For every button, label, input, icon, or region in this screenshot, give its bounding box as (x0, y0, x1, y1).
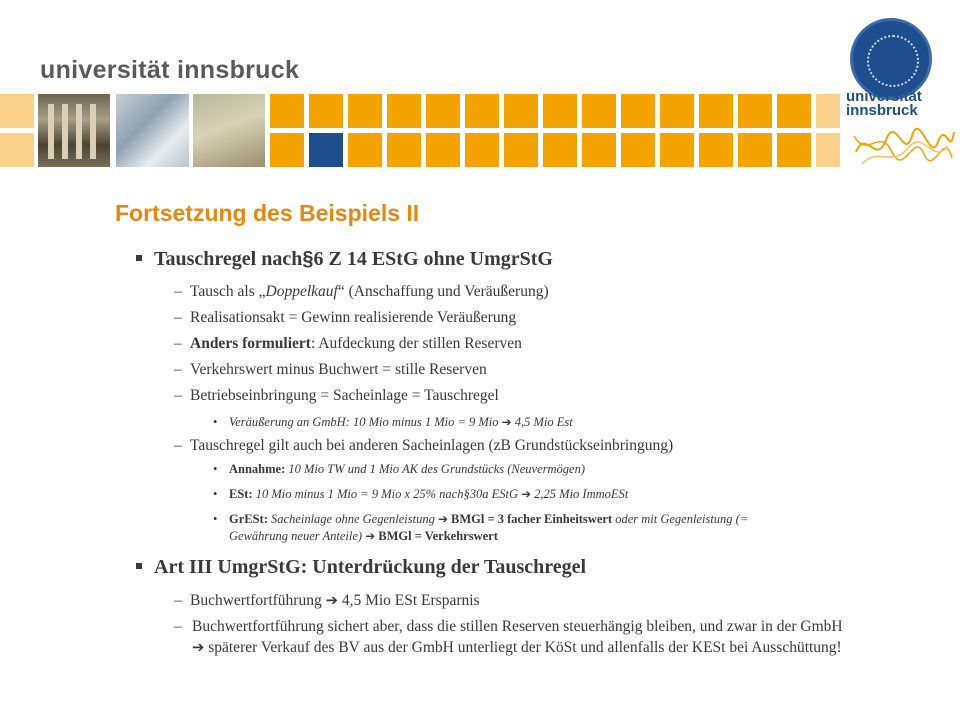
square-bullet-icon (136, 563, 142, 569)
arrow-right-icon: ➔ (192, 639, 205, 656)
square-bullet-icon (136, 255, 142, 261)
list-item: – Realisationsakt = Gewinn realisierende Veräußerung (174, 309, 517, 326)
students-photo (193, 94, 265, 167)
slide-title: Fortsetzung des Beispiels II (115, 200, 420, 226)
section-heading-tauschregel: Tauschregel nach§6 Z 14 EStG ohne UmgrStG (136, 248, 553, 271)
section-heading-art-iii: Art III UmgrStG: Unterdrückung der Tauschregel (136, 556, 586, 579)
lab-researcher-photo (116, 94, 189, 167)
arrow-right-icon: ➔ (501, 415, 512, 429)
list-item: – Tausch als „Doppelkauf“ (Anschaffung und Veräußerung) (174, 283, 549, 300)
university-wordmark: universität innsbruck (40, 56, 300, 84)
list-item: – Tauschregel gilt auch bei anderen Sacheinlagen (zB Grundstückseinbringung) (174, 437, 674, 454)
list-item: – Buchwertfortführung sichert aber, dass die stillen Reserven steuerhängig bleiben, und zwar in der GmbH ➔ späterer Verkauf des BV aus der GmbH unterliegt der KöSt und allenfalls der KESt bei Ausschüttung! (174, 618, 843, 656)
logo-wordmark: universität innsbruck (846, 88, 922, 119)
list-item: – Betriebseinbringung = Sacheinlage = Tauschregel (174, 387, 499, 404)
list-item: – Anders formuliert: Aufdeckung der stillen Reserven (174, 335, 522, 352)
sub-list-item: • ESt: 10 Mio minus 1 Mio = 9 Mio x 25% nach§30a EStG ➔ 2,25 Mio ImmoESt (213, 487, 629, 501)
sub-list-item: • Annahme: 10 Mio TW und 1 Mio AK des Grundstücks (Neuvermögen) (213, 462, 585, 476)
arrow-right-icon: ➔ (521, 487, 532, 501)
navy-tile (309, 133, 343, 167)
building-photo (38, 94, 110, 167)
decorative-scribble-icon (852, 122, 956, 168)
arrow-right-icon: ➔ (325, 592, 338, 609)
arrow-right-icon: ➔ (437, 512, 448, 526)
arrow-right-icon: ➔ (365, 529, 376, 543)
university-logo (846, 18, 956, 168)
list-item: – Buchwertfortführung ➔ 4,5 Mio ESt Ersparnis (174, 592, 480, 609)
sub-list-item: • Veräußerung an GmbH: 10 Mio minus 1 Mio = 9 Mio ➔ 4,5 Mio Est (213, 415, 573, 429)
list-item: – Verkehrswert minus Buchwert = stille Reserven (174, 361, 487, 378)
sub-list-item: • GrESt: Sacheinlage ohne Gegenleistung ➔ BMGl = 3 facher Einheitswert oder mit Gegenleistung (= Gewährung neuer Anteile) ➔ BMGl = Verkehrswert (213, 512, 749, 543)
